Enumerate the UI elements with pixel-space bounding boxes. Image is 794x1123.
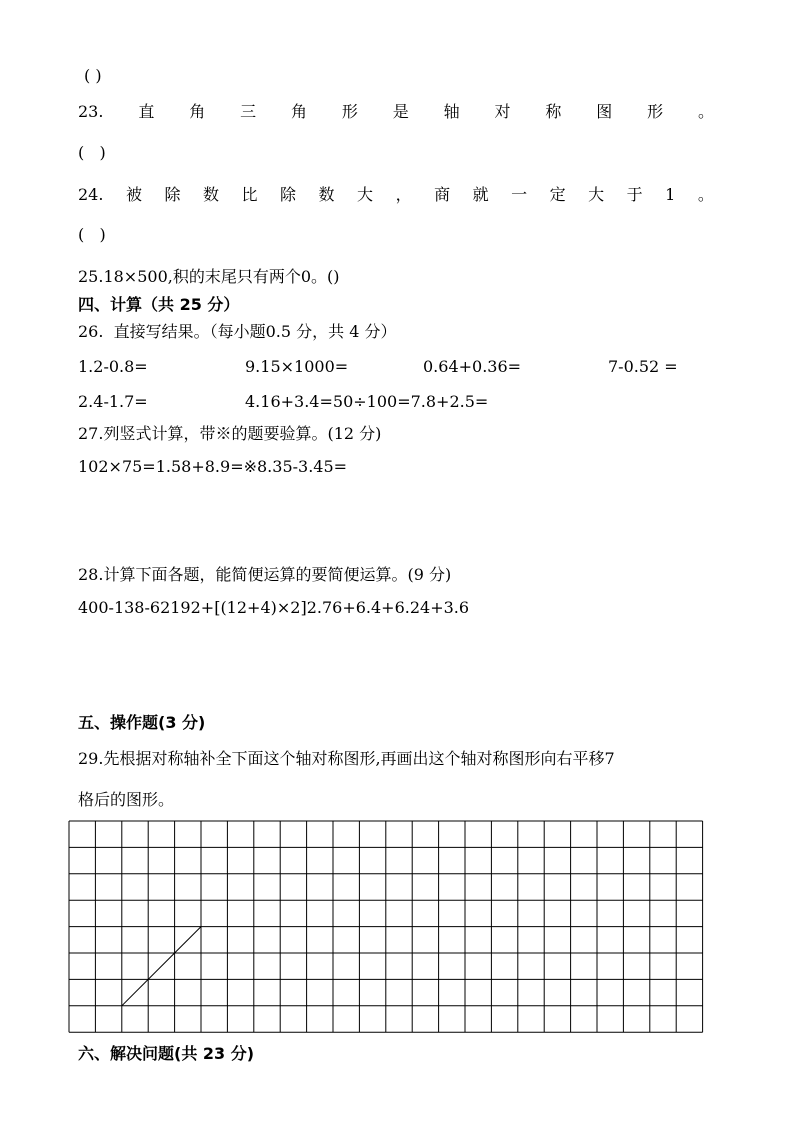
question-27-problems: 102×75=1.58+8.9=※8.35-3.45=	[78, 457, 348, 476]
q23-char: 三	[240, 102, 257, 121]
q24-char: 除	[164, 185, 181, 204]
q23-char: 称	[545, 102, 562, 121]
q24-char: 被	[125, 185, 142, 204]
q24-char: 1	[665, 185, 676, 204]
question-number: 24.	[78, 185, 104, 204]
question-24	[78, 185, 714, 205]
question-23	[78, 102, 714, 122]
q24-char: 。	[697, 185, 714, 204]
q26-problem: 7-0.52 =	[608, 357, 678, 376]
q24-char: 数	[318, 185, 335, 204]
question-25: 25.18×500,积的末尾只有两个0。()	[78, 267, 340, 286]
section-6-title: 六、解决问题(共 23 分)	[78, 1044, 255, 1063]
q24-char: 大	[588, 185, 605, 204]
q23-char: 图	[596, 102, 613, 121]
q23-char: 形	[647, 102, 664, 121]
q23-char: 对	[494, 102, 511, 121]
question-number: 23.	[78, 102, 104, 121]
q24-char: 除	[280, 185, 297, 204]
q23-char: 直	[138, 102, 155, 121]
q24-char: 大	[357, 185, 374, 204]
q24-char: 数	[202, 185, 219, 204]
q23-char: 轴	[443, 102, 460, 121]
q26-problem: 0.64+0.36=	[423, 357, 522, 376]
section-4-title: 四、计算（共 25 分）	[78, 295, 240, 314]
drawing-grid	[68, 820, 704, 1034]
question-28-title: 28.计算下面各题，能简便运算的要简便运算。(9 分)	[78, 565, 452, 584]
q24-char: 定	[549, 185, 566, 204]
q24-char: 比	[241, 185, 258, 204]
question-27-title: 27.列竖式计算，带※的题要验算。(12 分)	[78, 424, 382, 443]
figure-diagonal-line	[122, 927, 201, 1006]
q23-char: 角	[189, 102, 206, 121]
q23-char: 角	[290, 102, 307, 121]
q26-problem: 1.2-0.8=	[78, 357, 148, 376]
q24-answer-blank: ( )	[78, 225, 106, 244]
q24-char: 一	[511, 185, 528, 204]
q23-char: 。	[697, 102, 714, 121]
q26-problem: 2.4-1.7=	[78, 392, 148, 411]
q23-char: 形	[341, 102, 358, 121]
q23-char: 是	[392, 102, 409, 121]
q26-problem: 9.15×1000=	[245, 357, 349, 376]
question-28-problems: 400-138-62192+[(12+4)×2]2.76+6.4+6.24+3.6	[78, 598, 470, 617]
q24-char: 于	[626, 185, 643, 204]
question-29-line1: 29.先根据对称轴补全下面这个轴对称图形,再画出这个轴对称图形向右平移7	[78, 749, 615, 768]
q24-char: 就	[472, 185, 489, 204]
q24-char: 商	[434, 185, 451, 204]
question-29-line2: 格后的图形。	[78, 790, 175, 809]
q26-problem: 4.16+3.4=50÷100=7.8+2.5=	[245, 392, 489, 411]
section-5-title: 五、操作题(3 分)	[78, 713, 206, 732]
q24-char: ，	[395, 185, 412, 204]
q23-answer-blank: ( )	[78, 143, 106, 162]
question-26-title: 26. 直接写结果。（每小题0.5 分，共 4 分）	[78, 322, 397, 341]
q22-answer-blank: ( )	[84, 66, 102, 85]
